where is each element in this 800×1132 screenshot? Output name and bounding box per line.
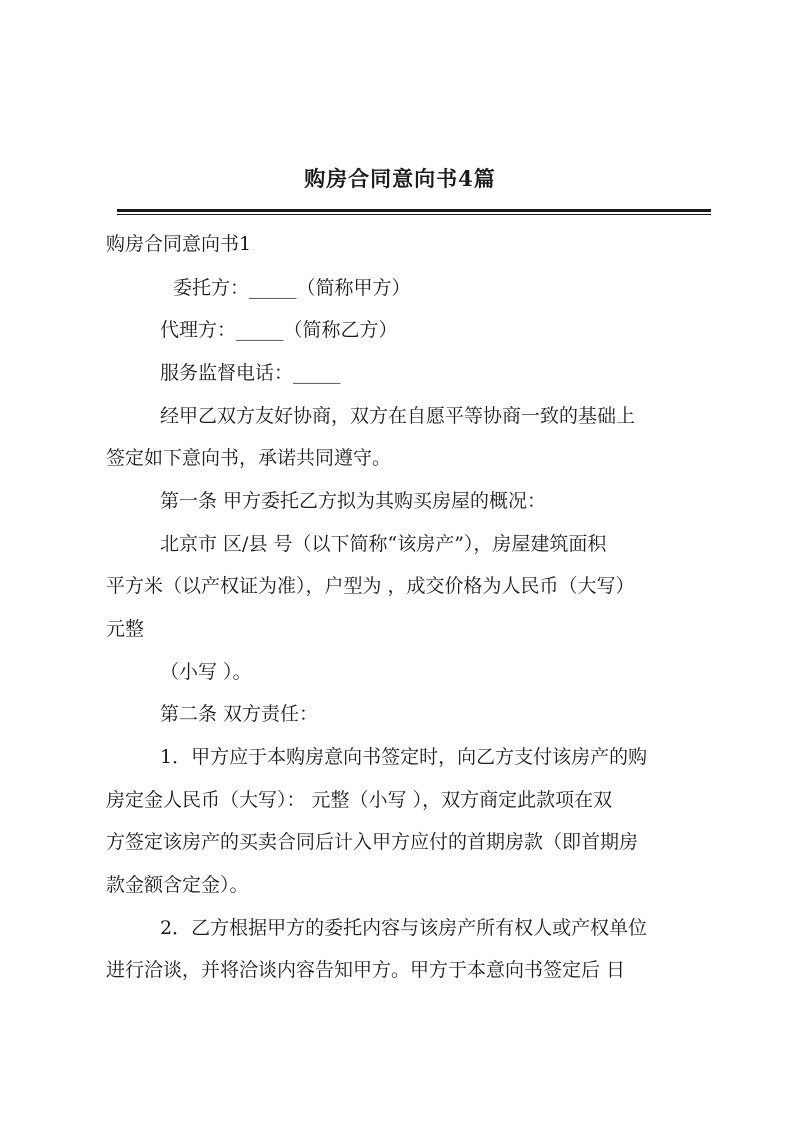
paragraph-line: 方签定该房产的买卖合同后计入甲方应付的首期房款（即首期房 xyxy=(106,831,639,853)
title-divider-thin xyxy=(117,214,711,215)
paragraph-line: 委托方：_____（简称甲方） xyxy=(173,277,411,299)
paragraph-line: 经甲乙双方友好协商，双方在自愿平等协商一致的基础上 xyxy=(160,405,636,427)
title-divider-thick xyxy=(117,209,711,212)
paragraph-line: 元整 xyxy=(106,618,145,640)
paragraph-line: （小写 ）。 xyxy=(160,661,252,683)
paragraph-line: 代理方：_____（简称乙方） xyxy=(160,319,398,341)
section-heading: 购房合同意向书1 xyxy=(106,233,252,255)
paragraph-line: 款金额含定金）。 xyxy=(106,874,249,896)
paragraph-line: 服务监督电话：_____ xyxy=(160,362,341,384)
paragraph-line: 第一条 甲方委托乙方拟为其购买房屋的概况： xyxy=(160,490,547,512)
paragraph-line: 2．乙方根据甲方的委托内容与该房产所有权人或产权单位 xyxy=(160,917,648,939)
paragraph-line: 进行洽谈，并将洽谈内容告知甲方。甲方于本意向书签定后 日 xyxy=(106,959,626,981)
paragraph-line: 北京市 区/县 号（以下简称“该房产”），房屋建筑面积 xyxy=(160,533,607,555)
paragraph-line: 签定如下意向书，承诺共同遵守。 xyxy=(106,447,392,469)
paragraph-line: 第二条 双方责任： xyxy=(160,703,319,725)
paragraph-line: 房定金人民币（大写）： 元整（小写 ），双方商定此款项在双 xyxy=(106,789,613,811)
document-title: 购房合同意向书4篇 xyxy=(304,166,496,191)
paragraph-line: 1．甲方应于本购房意向书签定时，向乙方支付该房产的购 xyxy=(160,746,648,768)
paragraph-line: 平方米（以产权证为准），户型为 ，成交价格为人民币（大写） xyxy=(106,575,635,597)
